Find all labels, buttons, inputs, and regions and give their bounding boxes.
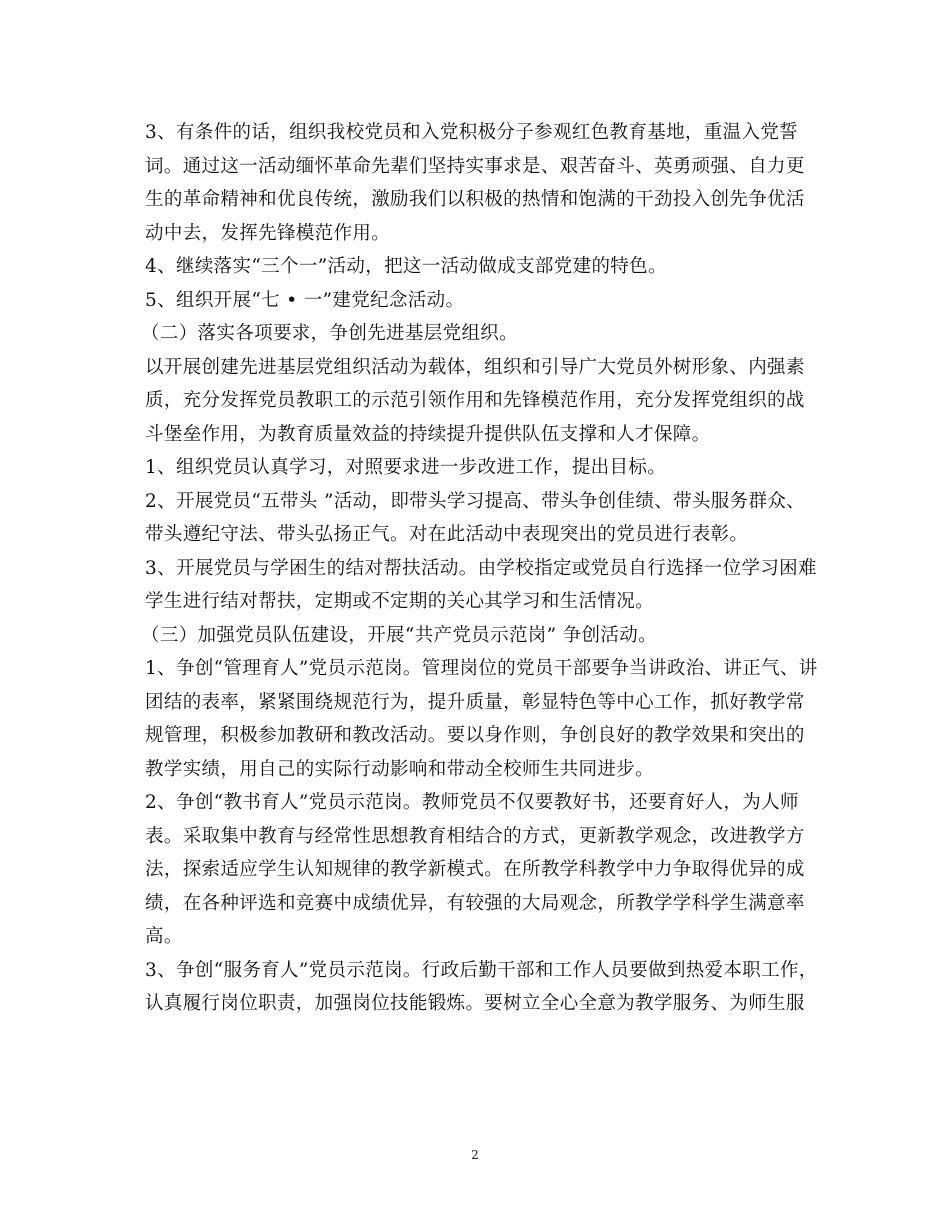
text-line: 规管理，积极参加教研和教改活动。要以身作则，争创良好的教学效果和突出的 bbox=[145, 725, 805, 746]
text-line: 认真履行岗位职责，加强岗位技能锻炼。要树立全心全意为教学服务、为师生服 bbox=[145, 993, 805, 1014]
text-line: 学生进行结对帮扶，定期或不定期的关心其学习和生活情况。 bbox=[145, 591, 654, 612]
text-line: 高。 bbox=[145, 926, 183, 947]
text-line: 2、争创“教书育人”党员示范岗。教师党员不仅要教好书，还要育好人，为人师 bbox=[145, 792, 799, 813]
document-body bbox=[141, 116, 818, 1021]
text-line: 以开展创建先进基层党组织活动为载体，组织和引导广大党员外树形象、内强素 bbox=[145, 356, 805, 378]
text-line: 法，探索适应学生认知规律的教学新模式。在所教学科教学中力争取得优异的成 bbox=[145, 859, 805, 880]
text-line: 3、有条件的话，组织我校党员和入党积极分子参观红色教育基地，重温入党誓 bbox=[145, 122, 799, 143]
text-line: 4、继续落实“三个一”活动，把这一活动做成支部党建的特色。 bbox=[145, 256, 667, 277]
section-heading: （三）加强党员队伍建设，开展“共产党员示范岗” 争创活动。 bbox=[141, 624, 657, 646]
text-line: 斗堡垒作用，为教育质量效益的持续提升提供队伍支撑和人才保障。 bbox=[145, 423, 711, 445]
text-line: 生的革命精神和优良传统，激励我们以积极的热情和饱满的干劲投入创先争优活 bbox=[145, 189, 805, 210]
text-line: 词。通过这一活动缅怀革命先辈们坚持实事求是、艰苦奋斗、英勇顽强、自力更 bbox=[145, 155, 805, 177]
text-line: 5、组织开展“七 • 一”建党纪念活动。 bbox=[145, 289, 465, 311]
text-line: 绩，在各种评选和竞赛中成绩优异，有较强的大局观念，所教学学科学生满意率 bbox=[145, 892, 805, 914]
text-line: 带头遵纪守法、带头弘扬正气。对在此活动中表现突出的党员进行表彰。 bbox=[145, 524, 749, 545]
text-line: 1、争创“管理育人”党员示范岗。管理岗位的党员干部要争当讲政治、讲正气、讲 bbox=[145, 658, 818, 679]
page-number: 2 bbox=[471, 1148, 479, 1162]
text-line: 3、争创“服务育人”党员示范岗。行政后勤干部和工作人员要做到热爱本职工作， bbox=[145, 959, 818, 981]
section-heading: （二）落实各项要求，争创先进基层党组织。 bbox=[141, 323, 519, 344]
text-line: 动中去，发挥先锋模范作用。 bbox=[145, 222, 391, 244]
text-line: 质，充分发挥党员教职工的示范引领作用和先锋模范作用，充分发挥党组织的战 bbox=[145, 390, 805, 411]
text-line: 团结的表率，紧紧围绕规范行为，提升质量，彰显特色等中心工作，抓好教学常 bbox=[145, 691, 805, 713]
text-line: 教学实绩，用自己的实际行动影响和带动全校师生共同进步。 bbox=[145, 758, 654, 780]
text-line: 表。采取集中教育与经常性思想教育相结合的方式，更新教学观念，改进教学方 bbox=[145, 825, 805, 847]
text-line: 1、组织党员认真学习，对照要求进一步改进工作，提出目标。 bbox=[145, 457, 667, 478]
text-line: 2、开展党员“五带头 ”活动，即带头学习提高、带头争创佳绩、带头服务群众、 bbox=[145, 490, 806, 512]
text-line: 3、开展党员与学困生的结对帮扶活动。由学校指定或党员自行选择一位学习困难 bbox=[145, 557, 817, 579]
